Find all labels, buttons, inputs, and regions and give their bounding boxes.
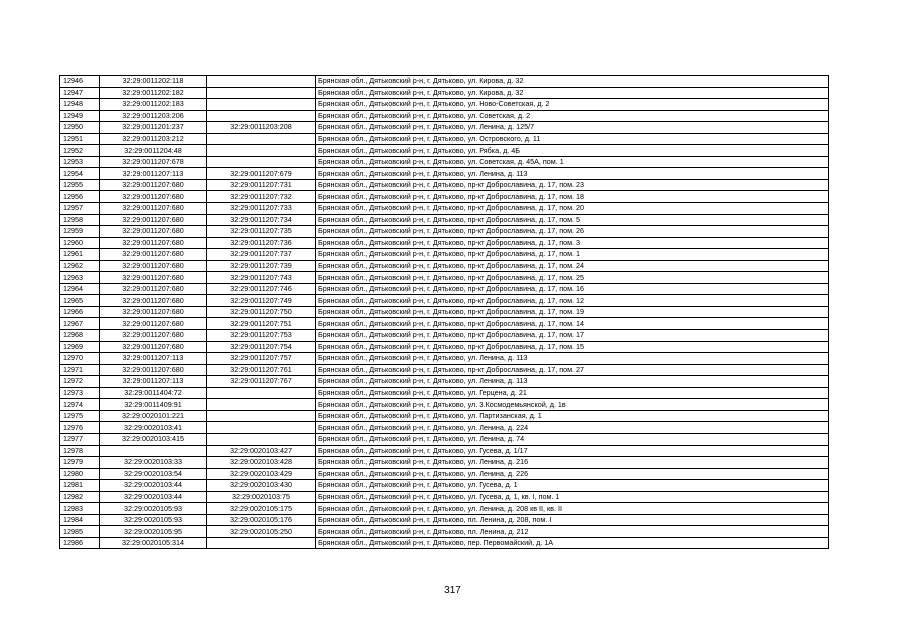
- parent-cadastral-number-cell: 32:29:0011207:680: [100, 249, 207, 261]
- table-row: [60, 468, 829, 480]
- parent-cadastral-number-cell: 32:29:0011207:680: [100, 283, 207, 295]
- cadastral-number-cell: [207, 433, 316, 445]
- row-number-cell: 12976: [60, 422, 100, 434]
- cadastral-number-cell: [207, 145, 316, 157]
- row-number-cell: 12979: [60, 457, 100, 469]
- cadastral-table: [59, 75, 829, 549]
- row-number-cell: 12969: [60, 341, 100, 353]
- row-number-cell: 12947: [60, 87, 100, 99]
- cadastral-number-cell: 32:29:0011207:733: [207, 203, 316, 215]
- table-row: [60, 249, 829, 261]
- row-number-cell: 12986: [60, 537, 100, 549]
- parent-cadastral-number-cell: 32:29:0011207:680: [100, 179, 207, 191]
- cadastral-number-cell: 32:29:0011207:754: [207, 341, 316, 353]
- parent-cadastral-number-cell: 32:29:0011207:113: [100, 353, 207, 365]
- parent-cadastral-number-cell: 32:29:0020103:54: [100, 468, 207, 480]
- table-row: [60, 433, 829, 445]
- cadastral-number-cell: 32:29:0011207:750: [207, 306, 316, 318]
- row-number-cell: 12973: [60, 387, 100, 399]
- address-cell: Брянская обл., Дятьковский р-н, г. Дятьково, пер. Первомайский, д. 1А: [316, 537, 829, 549]
- parent-cadastral-number-cell: 32:29:0011207:680: [100, 295, 207, 307]
- cadastral-number-cell: [207, 399, 316, 411]
- cadastral-number-cell: 32:29:0011207:739: [207, 260, 316, 272]
- parent-cadastral-number-cell: 32:29:0011203:206: [100, 110, 207, 122]
- address-cell: Брянская обл., Дятьковский р-н, г. Дятьково, пр-кт Доброславина, д. 17, пом. 20: [316, 203, 829, 215]
- cadastral-number-cell: 32:29:0011207:743: [207, 272, 316, 284]
- row-number-cell: 12961: [60, 249, 100, 261]
- table-body: [60, 76, 829, 549]
- address-cell: Брянская обл., Дятьковский р-н, г. Дятьково, пл. Ленина, д. 208, пом. I: [316, 514, 829, 526]
- row-number-cell: 12977: [60, 433, 100, 445]
- cadastral-number-cell: 32:29:0020103:430: [207, 480, 316, 492]
- address-cell: Брянская обл., Дятьковский р-н, г. Дятьково, ул. Рябка, д. 4Б: [316, 145, 829, 157]
- cadastral-number-cell: 32:29:0020105:250: [207, 526, 316, 538]
- row-number-cell: 12982: [60, 491, 100, 503]
- parent-cadastral-number-cell: 32:29:0011202:183: [100, 99, 207, 111]
- parent-cadastral-number-cell: 32:29:0020103:33: [100, 457, 207, 469]
- cadastral-number-cell: [207, 410, 316, 422]
- table-row: [60, 514, 829, 526]
- row-number-cell: 12952: [60, 145, 100, 157]
- cadastral-number-cell: 32:29:0011207:735: [207, 226, 316, 238]
- parent-cadastral-number-cell: 32:29:0020105:314: [100, 537, 207, 549]
- address-cell: Брянская обл., Дятьковский р-н, г. Дятьково, ул. Ленина, д. 113: [316, 376, 829, 388]
- table-row: [60, 364, 829, 376]
- address-cell: Брянская обл., Дятьковский р-н, г. Дятьково, ул. Кирова, д. 32: [316, 76, 829, 88]
- row-number-cell: 12959: [60, 226, 100, 238]
- cadastral-number-cell: 32:29:0011207:732: [207, 191, 316, 203]
- table-row: [60, 503, 829, 515]
- address-cell: Брянская обл., Дятьковский р-н, г. Дятьково, ул. Ленина, д. 125/7: [316, 122, 829, 134]
- row-number-cell: 12953: [60, 156, 100, 168]
- address-cell: Брянская обл., Дятьковский р-н, г. Дятьково, пр-кт Доброславина, д. 17, пом. 23: [316, 179, 829, 191]
- row-number-cell: 12972: [60, 376, 100, 388]
- cadastral-number-cell: 32:29:0020103:427: [207, 445, 316, 457]
- cadastral-number-cell: 32:29:0011207:767: [207, 376, 316, 388]
- row-number-cell: 12951: [60, 133, 100, 145]
- parent-cadastral-number-cell: 32:29:0011207:680: [100, 203, 207, 215]
- address-cell: Брянская обл., Дятьковский р-н, г. Дятьково, ул. Кирова, д. 32: [316, 87, 829, 99]
- table-row: [60, 410, 829, 422]
- row-number-cell: 12981: [60, 480, 100, 492]
- address-cell: Брянская обл., Дятьковский р-н, г. Дятьково, ул. Гусева, д. 1, кв. I, пом. 1: [316, 491, 829, 503]
- parent-cadastral-number-cell: 32:29:0011207:680: [100, 237, 207, 249]
- cadastral-number-cell: 32:29:0011203:208: [207, 122, 316, 134]
- parent-cadastral-number-cell: 32:29:0011201:237: [100, 122, 207, 134]
- cadastral-number-cell: 32:29:0011207:749: [207, 295, 316, 307]
- parent-cadastral-number-cell: 32:29:0011202:182: [100, 87, 207, 99]
- table-row: [60, 537, 829, 549]
- cadastral-number-cell: 32:29:0011207:746: [207, 283, 316, 295]
- page-number: 317: [444, 585, 461, 596]
- address-cell: Брянская обл., Дятьковский р-н, г. Дятьково, ул. Ленина, д. 224: [316, 422, 829, 434]
- address-cell: Брянская обл., Дятьковский р-н, г. Дятьково, пр-кт Доброславина, д. 17, пом. 15: [316, 341, 829, 353]
- cadastral-number-cell: 32:29:0011207:751: [207, 318, 316, 330]
- row-number-cell: 12975: [60, 410, 100, 422]
- cadastral-number-cell: 32:29:0020103:428: [207, 457, 316, 469]
- row-number-cell: 12946: [60, 76, 100, 88]
- row-number-cell: 12968: [60, 330, 100, 342]
- parent-cadastral-number-cell: 32:29:0011202:118: [100, 76, 207, 88]
- table-row: [60, 203, 829, 215]
- table-row: [60, 237, 829, 249]
- table-row: [60, 156, 829, 168]
- address-cell: Брянская обл., Дятьковский р-н, г. Дятьково, пр-кт Доброславина, д. 17, пом. 18: [316, 191, 829, 203]
- table-row: [60, 480, 829, 492]
- table-row: [60, 491, 829, 503]
- address-cell: Брянская обл., Дятьковский р-н, г. Дятьково, ул. Ленина, д. 226: [316, 468, 829, 480]
- row-number-cell: 12974: [60, 399, 100, 411]
- cadastral-number-cell: [207, 387, 316, 399]
- address-cell: Брянская обл., Дятьковский р-н, г. Дятьково, пр-кт Доброславина, д. 17, пом. 14: [316, 318, 829, 330]
- address-cell: Брянская обл., Дятьковский р-н, г. Дятьково, ул. Ленина, д. 74: [316, 433, 829, 445]
- cadastral-number-cell: 32:29:0011207:757: [207, 353, 316, 365]
- table-row: [60, 376, 829, 388]
- cadastral-number-cell: [207, 110, 316, 122]
- address-cell: Брянская обл., Дятьковский р-н, г. Дятьково, пр-кт Доброславина, д. 17, пом. 26: [316, 226, 829, 238]
- row-number-cell: 12955: [60, 179, 100, 191]
- parent-cadastral-number-cell: 32:29:0011207:678: [100, 156, 207, 168]
- table-row: [60, 133, 829, 145]
- parent-cadastral-number-cell: [100, 445, 207, 457]
- parent-cadastral-number-cell: 32:29:0011207:680: [100, 364, 207, 376]
- table-row: [60, 526, 829, 538]
- table-row: [60, 306, 829, 318]
- parent-cadastral-number-cell: 32:29:0011207:680: [100, 318, 207, 330]
- address-cell: Брянская обл., Дятьковский р-н, г. Дятьково, ул. Гусева, д. 1: [316, 480, 829, 492]
- cadastral-number-cell: 32:29:0011207:753: [207, 330, 316, 342]
- row-number-cell: 12948: [60, 99, 100, 111]
- table-row: [60, 179, 829, 191]
- parent-cadastral-number-cell: 32:29:0011207:680: [100, 191, 207, 203]
- table-row: [60, 330, 829, 342]
- parent-cadastral-number-cell: 32:29:0011207:680: [100, 341, 207, 353]
- table-row: [60, 168, 829, 180]
- row-number-cell: 12971: [60, 364, 100, 376]
- address-cell: Брянская обл., Дятьковский р-н, г. Дятьково, ул. Герцена, д. 21: [316, 387, 829, 399]
- cadastral-number-cell: [207, 133, 316, 145]
- cadastral-number-cell: 32:29:0011207:737: [207, 249, 316, 261]
- address-cell: Брянская обл., Дятьковский р-н, г. Дятьково, пр-кт Доброславина, д. 17, пом. 12: [316, 295, 829, 307]
- cadastral-number-cell: 32:29:0011207:761: [207, 364, 316, 376]
- cadastral-number-cell: 32:29:0020103:75: [207, 491, 316, 503]
- address-cell: Брянская обл., Дятьковский р-н, г. Дятьково, ул. Ленина, д. 113: [316, 353, 829, 365]
- cadastral-number-cell: 32:29:0020103:429: [207, 468, 316, 480]
- table-row: [60, 283, 829, 295]
- table-row: [60, 272, 829, 284]
- row-number-cell: 12963: [60, 272, 100, 284]
- row-number-cell: 12980: [60, 468, 100, 480]
- row-number-cell: 12978: [60, 445, 100, 457]
- parent-cadastral-number-cell: 32:29:0020103:415: [100, 433, 207, 445]
- table-row: [60, 191, 829, 203]
- parent-cadastral-number-cell: 32:29:0020103:44: [100, 491, 207, 503]
- parent-cadastral-number-cell: 32:29:0020105:95: [100, 526, 207, 538]
- address-cell: Брянская обл., Дятьковский р-н, г. Дятьково, ул. Ново-Советская, д. 2: [316, 99, 829, 111]
- cadastral-number-cell: [207, 422, 316, 434]
- cadastral-number-cell: 32:29:0020105:176: [207, 514, 316, 526]
- parent-cadastral-number-cell: 32:29:0011207:113: [100, 168, 207, 180]
- cadastral-number-cell: [207, 99, 316, 111]
- parent-cadastral-number-cell: 32:29:0011203:212: [100, 133, 207, 145]
- address-cell: Брянская обл., Дятьковский р-н, г. Дятьково, ул. З.Космодемьянской, д. 1в: [316, 399, 829, 411]
- table-row: [60, 214, 829, 226]
- cadastral-number-cell: [207, 156, 316, 168]
- address-cell: Брянская обл., Дятьковский р-н, г. Дятьково, пр-кт Доброславина, д. 17, пом. 27: [316, 364, 829, 376]
- table-row: [60, 457, 829, 469]
- table-row: [60, 110, 829, 122]
- row-number-cell: 12960: [60, 237, 100, 249]
- row-number-cell: 12950: [60, 122, 100, 134]
- row-number-cell: 12970: [60, 353, 100, 365]
- address-cell: Брянская обл., Дятьковский р-н, г. Дятьково, пр-кт Доброславина, д. 17, пом. 25: [316, 272, 829, 284]
- address-cell: Брянская обл., Дятьковский р-н, г. Дятьково, пр-кт Доброславина, д. 17, пом. 16: [316, 283, 829, 295]
- table-row: [60, 295, 829, 307]
- row-number-cell: 12958: [60, 214, 100, 226]
- cadastral-number-cell: 32:29:0020105:175: [207, 503, 316, 515]
- parent-cadastral-number-cell: 32:29:0011409:91: [100, 399, 207, 411]
- table-row: [60, 422, 829, 434]
- table-row: [60, 87, 829, 99]
- address-cell: Брянская обл., Дятьковский р-н, г. Дятьково, пр-кт Доброславина, д. 17, пом. 3: [316, 237, 829, 249]
- parent-cadastral-number-cell: 32:29:0011207:680: [100, 214, 207, 226]
- table-row: [60, 99, 829, 111]
- row-number-cell: 12967: [60, 318, 100, 330]
- row-number-cell: 12985: [60, 526, 100, 538]
- row-number-cell: 12962: [60, 260, 100, 272]
- address-cell: Брянская обл., Дятьковский р-н, г. Дятьково, ул. Ленина, д. 208 кв II, кв. II: [316, 503, 829, 515]
- cadastral-number-cell: 32:29:0011207:736: [207, 237, 316, 249]
- row-number-cell: 12957: [60, 203, 100, 215]
- cadastral-number-cell: 32:29:0011207:679: [207, 168, 316, 180]
- parent-cadastral-number-cell: 32:29:0020105:93: [100, 514, 207, 526]
- table-row: [60, 318, 829, 330]
- table-row: [60, 341, 829, 353]
- cadastral-number-cell: 32:29:0011207:731: [207, 179, 316, 191]
- table-row: [60, 122, 829, 134]
- parent-cadastral-number-cell: 32:29:0011204:48: [100, 145, 207, 157]
- row-number-cell: 12965: [60, 295, 100, 307]
- parent-cadastral-number-cell: 32:29:0011404:72: [100, 387, 207, 399]
- cadastral-number-cell: [207, 76, 316, 88]
- parent-cadastral-number-cell: 32:29:0020103:41: [100, 422, 207, 434]
- address-cell: Брянская обл., Дятьковский р-н, г. Дятьково, ул. Советская, д. 2: [316, 110, 829, 122]
- table-row: [60, 76, 829, 88]
- row-number-cell: 12984: [60, 514, 100, 526]
- address-cell: Брянская обл., Дятьковский р-н, г. Дятьково, ул. Ленина, д. 113: [316, 168, 829, 180]
- address-cell: Брянская обл., Дятьковский р-н, г. Дятьково, ул. Советская, д. 45А, пом. 1: [316, 156, 829, 168]
- parent-cadastral-number-cell: 32:29:0020101:221: [100, 410, 207, 422]
- table-row: [60, 226, 829, 238]
- row-number-cell: 12964: [60, 283, 100, 295]
- parent-cadastral-number-cell: 32:29:0011207:680: [100, 272, 207, 284]
- address-cell: Брянская обл., Дятьковский р-н, г. Дятьково, ул. Островского, д. 11: [316, 133, 829, 145]
- row-number-cell: 12949: [60, 110, 100, 122]
- row-number-cell: 12983: [60, 503, 100, 515]
- address-cell: Брянская обл., Дятьковский р-н, г. Дятьково, пр-кт Доброславина, д. 17, пом. 24: [316, 260, 829, 272]
- table-row: [60, 353, 829, 365]
- parent-cadastral-number-cell: 32:29:0011207:113: [100, 376, 207, 388]
- parent-cadastral-number-cell: 32:29:0011207:680: [100, 260, 207, 272]
- parent-cadastral-number-cell: 32:29:0020105:93: [100, 503, 207, 515]
- address-cell: Брянская обл., Дятьковский р-н, г. Дятьково, пр-кт Доброславина, д. 17, пом. 17: [316, 330, 829, 342]
- table-row: [60, 445, 829, 457]
- address-cell: Брянская обл., Дятьковский р-н, г. Дятьково, ул. Партизанская, д. 1: [316, 410, 829, 422]
- cadastral-number-cell: 32:29:0011207:734: [207, 214, 316, 226]
- cadastral-number-cell: [207, 537, 316, 549]
- table-row: [60, 399, 829, 411]
- parent-cadastral-number-cell: 32:29:0020103:44: [100, 480, 207, 492]
- row-number-cell: 12956: [60, 191, 100, 203]
- address-cell: Брянская обл., Дятьковский р-н, г. Дятьково, ул. Ленина, д. 216: [316, 457, 829, 469]
- table-row: [60, 387, 829, 399]
- parent-cadastral-number-cell: 32:29:0011207:680: [100, 226, 207, 238]
- parent-cadastral-number-cell: 32:29:0011207:680: [100, 330, 207, 342]
- parent-cadastral-number-cell: 32:29:0011207:680: [100, 306, 207, 318]
- table-row: [60, 260, 829, 272]
- address-cell: Брянская обл., Дятьковский р-н, г. Дятьково, пл. Ленина, д. 212: [316, 526, 829, 538]
- table-row: [60, 145, 829, 157]
- address-cell: Брянская обл., Дятьковский р-н, г. Дятьково, ул. Гусева, д. 1/17: [316, 445, 829, 457]
- row-number-cell: 12954: [60, 168, 100, 180]
- cadastral-number-cell: [207, 87, 316, 99]
- row-number-cell: 12966: [60, 306, 100, 318]
- address-cell: Брянская обл., Дятьковский р-н, г. Дятьково, пр-кт Доброславина, д. 17, пом. 5: [316, 214, 829, 226]
- address-cell: Брянская обл., Дятьковский р-н, г. Дятьково, пр-кт Доброславина, д. 17, пом. 19: [316, 306, 829, 318]
- address-cell: Брянская обл., Дятьковский р-н, г. Дятьково, пр-кт Доброславина, д. 17, пом. 1: [316, 249, 829, 261]
